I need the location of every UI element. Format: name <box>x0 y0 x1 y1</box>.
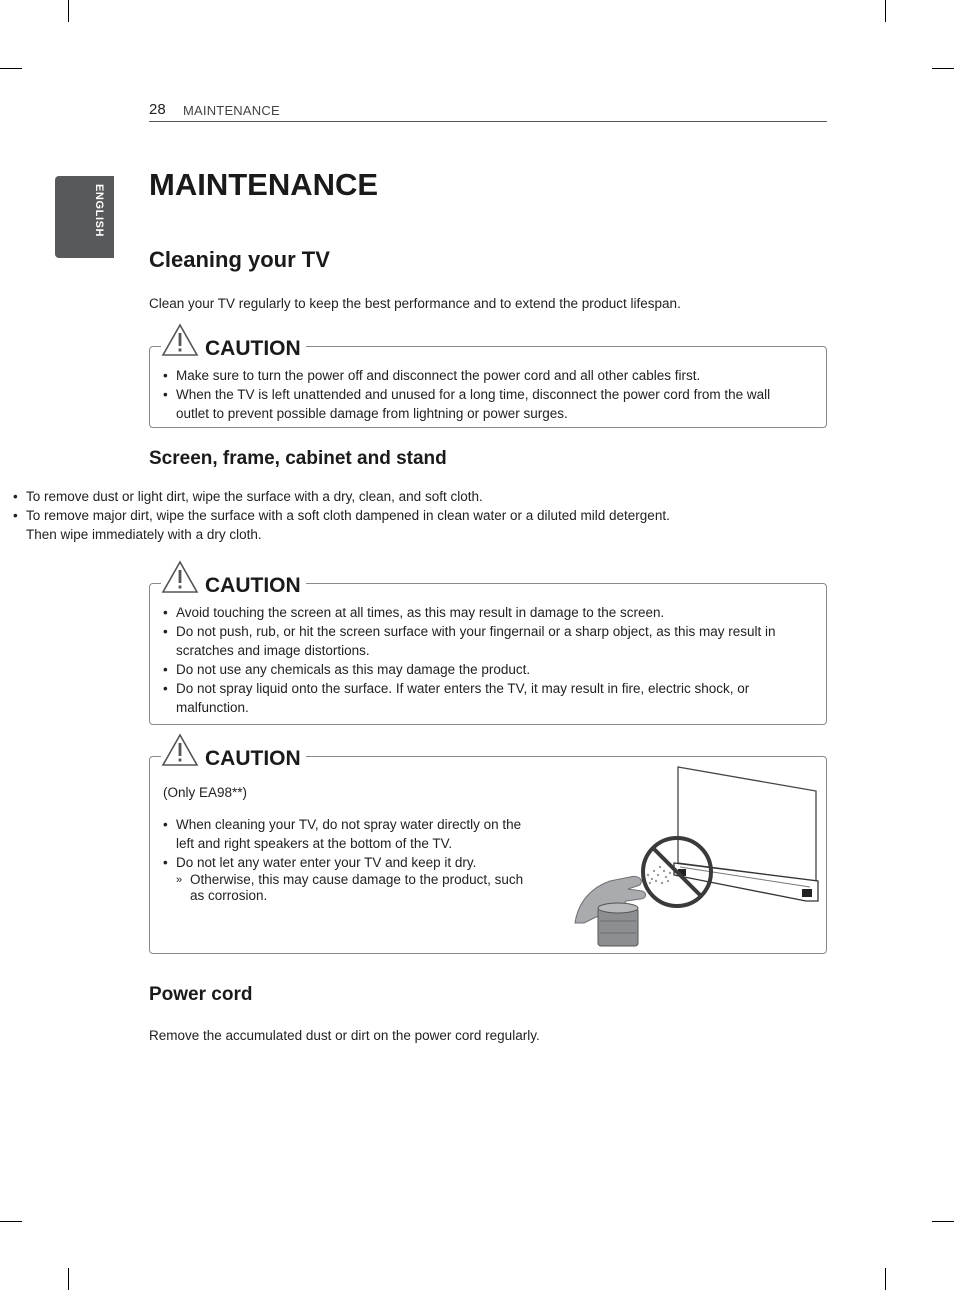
warning-icon <box>161 323 199 357</box>
crop-mark <box>68 0 69 22</box>
list-item: • Do not push, rub, or hit the screen surface with your fingernail or a sharp object, as this may result in scratches and image distortions. <box>163 622 808 660</box>
section-heading-cleaning: Cleaning your TV <box>149 247 330 272</box>
language-tab-label: ENGLISH <box>93 184 105 238</box>
list-item: • Do not let any water enter your TV and keep it dry. <box>163 853 528 872</box>
crop-mark <box>932 1221 954 1222</box>
crop-mark <box>885 1268 886 1290</box>
crop-mark <box>885 0 886 22</box>
section-heading-power-cord: Power cord <box>149 984 253 1005</box>
caution-box-speakers <box>149 747 827 954</box>
language-tab <box>55 176 114 258</box>
caution-box-power <box>149 337 827 428</box>
caution-box-screen <box>149 574 827 725</box>
crop-mark <box>932 68 954 69</box>
crop-mark <box>68 1268 69 1290</box>
caution-list <box>163 815 528 904</box>
running-header <box>149 100 827 122</box>
power-cord-text: Remove the accumulated dust or dirt on the power cord regularly. <box>149 1028 540 1043</box>
model-note: (Only EA98**) <box>163 785 248 800</box>
no-spray-illustration <box>570 763 822 949</box>
page-number: 28 <box>149 101 166 118</box>
list-item: • When the TV is left unattended and unused for a long time, disconnect the power cord from the wall outlet to prevent possible damage from lightning or power surges. <box>163 385 803 423</box>
list-item: • Do not use any chemicals as this may damage the product. <box>163 660 808 679</box>
list-item: • Avoid touching the screen at all times, as this may result in damage to the screen. <box>163 603 808 622</box>
crop-mark <box>0 1221 22 1222</box>
list-item: • Do not spray liquid onto the surface. If water enters the TV, it may result in fire, electric shock, or malfunction. <box>163 679 808 717</box>
caution-header <box>161 733 306 769</box>
caution-list <box>163 366 803 423</box>
sub-list-item: » Otherwise, this may cause damage to the product, such as corrosion. <box>163 872 528 904</box>
running-section-title: MAINTENANCE <box>183 103 280 118</box>
caution-header <box>161 323 306 359</box>
warning-icon <box>161 733 199 767</box>
cleaning-intro: Clean your TV regularly to keep the best performance and to extend the product lifespan. <box>149 296 681 311</box>
crop-mark <box>0 68 22 69</box>
list-item: • When cleaning your TV, do not spray water directly on the left and right speakers at the bottom of the TV. <box>163 815 528 853</box>
list-item: • To remove major dirt, wipe the surface with a soft cloth dampened in clean water or a diluted mild detergent. Then wipe immediately with a dry cloth. <box>13 506 673 544</box>
screen-cleaning-list <box>13 487 673 544</box>
section-heading-screen: Screen, frame, cabinet and stand <box>149 448 447 469</box>
caution-label: CAUTION <box>205 337 301 360</box>
caution-header <box>161 560 306 596</box>
caution-label: CAUTION <box>205 747 301 770</box>
list-item: • Make sure to turn the power off and disconnect the power cord and all other cables first. <box>163 366 803 385</box>
caution-list <box>163 603 808 717</box>
warning-icon <box>161 560 199 594</box>
page-title: MAINTENANCE <box>149 167 379 202</box>
caution-label: CAUTION <box>205 574 301 597</box>
list-item: • To remove dust or light dirt, wipe the surface with a dry, clean, and soft cloth. <box>13 487 673 506</box>
